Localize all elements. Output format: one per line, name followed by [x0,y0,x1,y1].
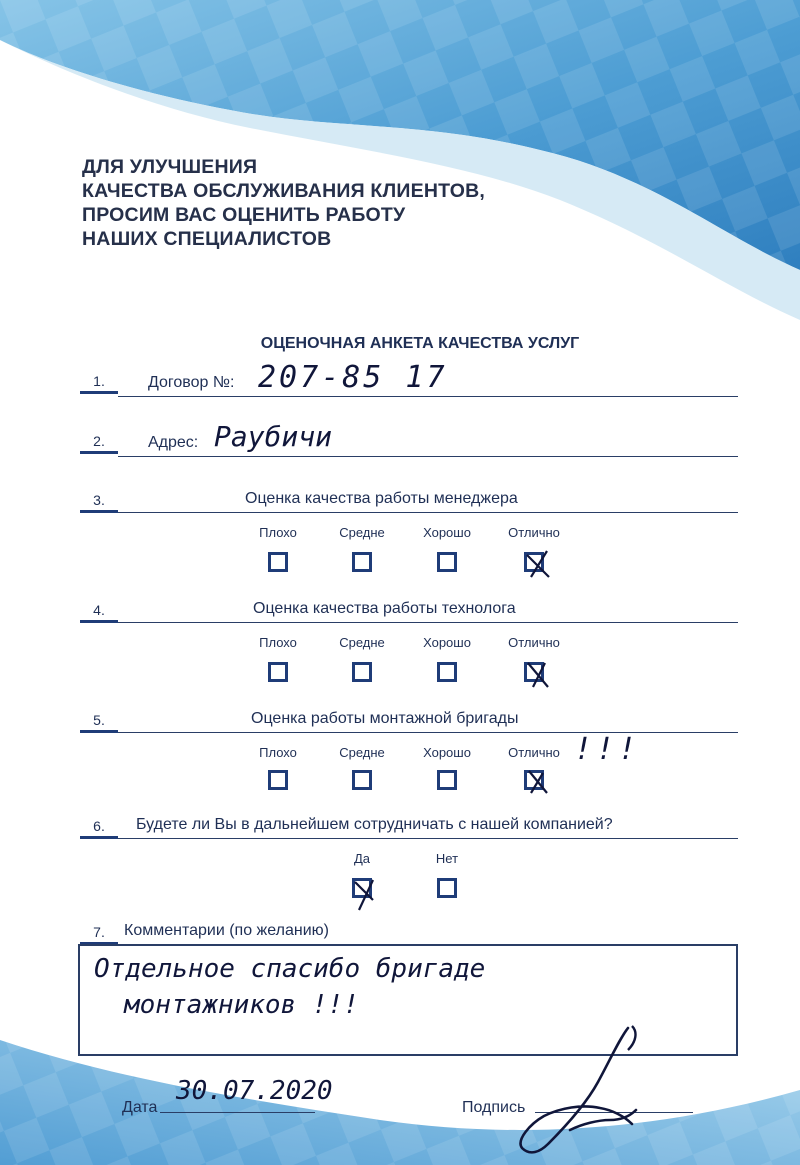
option-label-excellent: Отлично [508,525,560,540]
page-heading [82,155,485,251]
underline [118,732,738,733]
checkbox-bad[interactable] [268,552,288,572]
question-label: Оценка работы монтажной бригады [251,710,519,727]
checkbox-good[interactable] [437,770,457,790]
checkbox-average[interactable] [352,662,372,682]
comment-handwritten-line: Отдельное спасибо бригаде [94,954,486,984]
heading-line: КАЧЕСТВА ОБСЛУЖИВАНИЯ КЛИЕНТОВ, [82,180,486,202]
option-label-good: Хорошо [423,635,471,650]
heading-line: НАШИХ СПЕЦИАЛИСТОВ [82,228,332,250]
question-label: Оценка качества работы технолога [253,600,516,617]
handwritten-check-mark [523,549,553,579]
signature-label: Подпись [462,1099,526,1116]
checkbox-yes[interactable] [352,878,372,898]
handwritten-check-mark [523,767,553,797]
handwritten-check-mark [523,659,553,689]
form-title: ОЦЕНОЧНАЯ АНКЕТА КАЧЕСТВА УСЛУГ [260,335,580,352]
checkbox-excellent[interactable] [524,662,544,682]
checkbox-excellent[interactable] [524,770,544,790]
option-label-good: Хорошо [423,525,471,540]
item-number: 3. [80,492,118,513]
item-number: 6. [80,818,118,839]
option-label-average: Средне [339,745,385,760]
item-number: 2. [80,433,118,454]
option-label-excellent: Отлично [508,635,560,650]
comment-handwritten-line: монтажников !!! [124,990,359,1020]
underline [118,396,738,397]
checkbox-bad[interactable] [268,770,288,790]
exclamation-note-handwritten: !!! [574,732,641,767]
checkbox-excellent[interactable] [524,552,544,572]
checkbox-bad[interactable] [268,662,288,682]
underline [118,456,738,457]
option-label-average: Средне [339,525,385,540]
item-number: 4. [80,602,118,623]
handwritten-check-mark [351,875,381,911]
question-label: Будете ли Вы в дальнейшем сотрудничать с нашей компанией? [136,816,613,833]
date-underline [160,1112,315,1113]
underline [118,622,738,623]
underline [118,838,738,839]
option-label-excellent: Отлично [508,745,560,760]
comments-label: Комментарии (по желанию) [124,922,329,939]
address-label: Адрес: [148,434,199,451]
heading-line: ПРОСИМ ВАС ОЦЕНИТЬ РАБОТУ [82,204,406,226]
question-label: Оценка качества работы менеджера [245,490,518,507]
option-label-no: Нет [435,851,459,866]
checkbox-good[interactable] [437,552,457,572]
checkbox-average[interactable] [352,770,372,790]
date-label: Дата [122,1099,158,1116]
checkbox-no[interactable] [437,878,457,898]
date-handwritten: 30.07.2020 [176,1076,333,1106]
signature-scribble [500,1020,660,1160]
item-number: 1. [80,373,118,394]
contract-number-handwritten: 207-85 17 [258,360,448,395]
underline [118,512,738,513]
option-label-bad: Плохо [259,635,297,650]
option-label-average: Средне [339,635,385,650]
option-label-good: Хорошо [423,745,471,760]
item-number: 7. [80,924,118,945]
checkbox-good[interactable] [437,662,457,682]
address-handwritten: Раубичи [214,420,333,453]
option-label-bad: Плохо [259,745,297,760]
option-label-yes: Да [353,851,371,866]
checkbox-average[interactable] [352,552,372,572]
heading-line: ДЛЯ УЛУЧШЕНИЯ [82,156,258,178]
option-label-bad: Плохо [259,525,297,540]
item-number: 5. [80,712,118,733]
contract-label: Договор №: [148,374,235,391]
